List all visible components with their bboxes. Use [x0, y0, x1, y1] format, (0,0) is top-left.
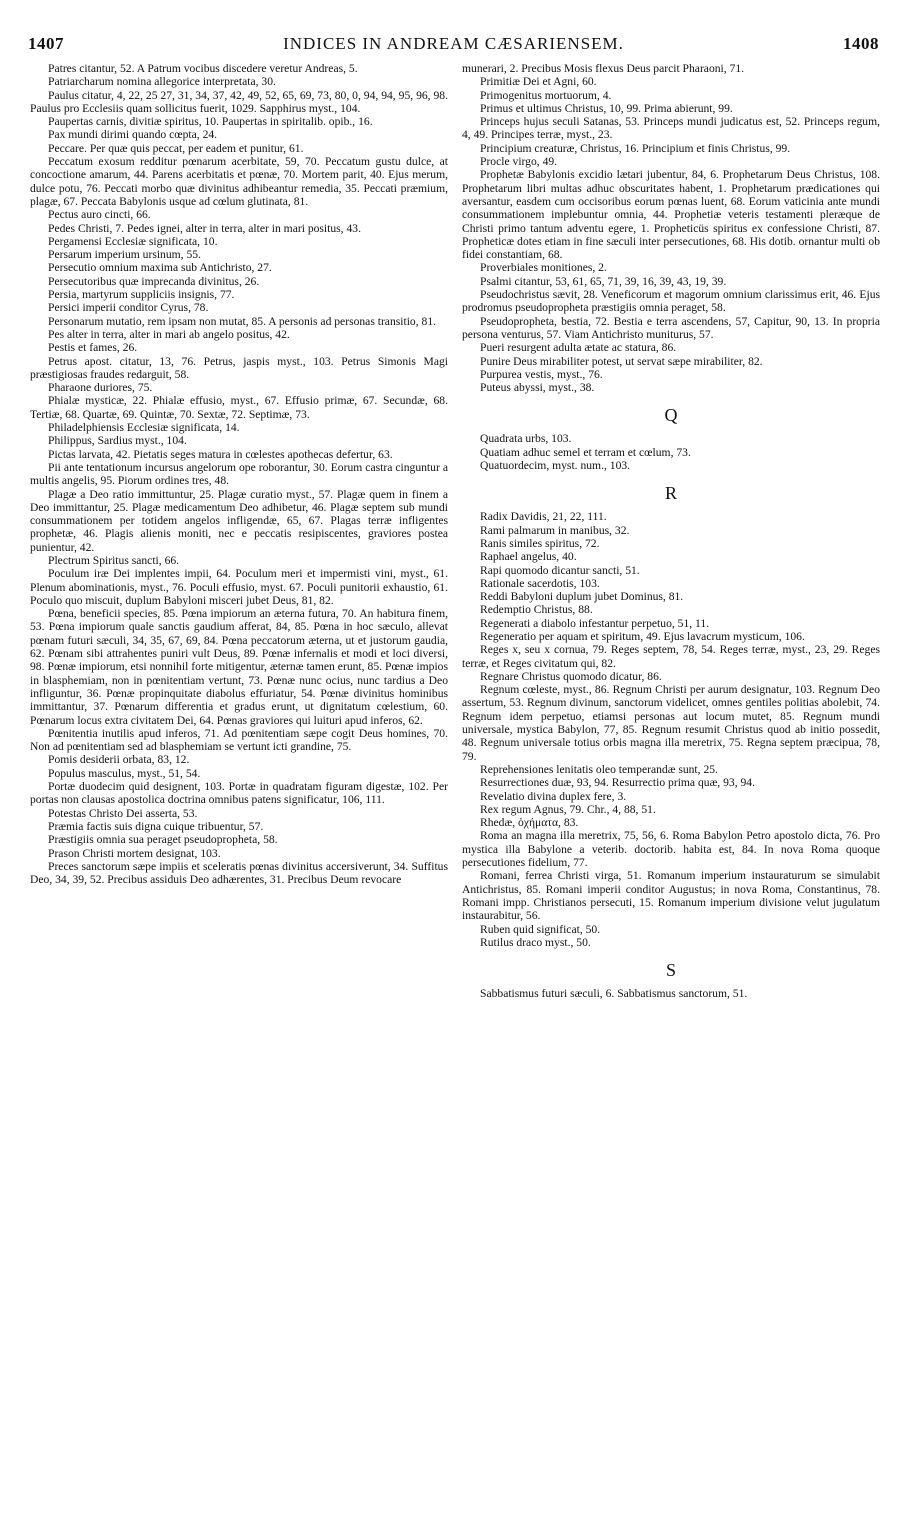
index-entry: Pseudochristus sævit, 28. Veneficorum et magorum omnium clarissimus erit, 46. Ejus prodromus pseudopropheta præstigiis omnia peraget, 58. — [462, 288, 880, 315]
index-entry: Potestas Christo Dei asserta, 53. — [48, 806, 198, 820]
index-entry: Plectrum Spiritus sancti, 66. — [48, 553, 180, 567]
index-entry: Rapi quomodo dicantur sancti, 51. — [480, 563, 640, 577]
index-entry: Patres citantur, 52. A Patrum vocibus discedere veretur Andreas, 5. — [48, 62, 358, 75]
index-entry: Pectus auro cincti, 66. — [48, 208, 151, 222]
index-entry: Petrus apost. citatur, 13, 76. Petrus, jaspis myst., 103. Petrus Simonis Magi præstigiosas fraudes redarguit, 58. — [30, 354, 448, 381]
index-entry: Radix Davidis, 21, 22, 111. — [480, 510, 607, 524]
index-entry: Psalmi citantur, 53, 61, 65, 71, 39, 16, 39, 43, 19, 39. — [480, 274, 727, 288]
index-entry: Philippus, Sardius myst., 104. — [48, 434, 187, 448]
index-entry: Populus masculus, myst., 51, 54. — [48, 766, 201, 780]
index-entry: Sabbatismus futuri sæculi, 6. Sabbatismus sanctorum, 51. — [480, 987, 748, 1001]
index-entry: munerari, 2. Precibus Mosis flexus Deus parcit Pharaoni, 71. — [462, 62, 745, 75]
index-entry: Pueri resurgent adulta ætate ac statura, 86. — [480, 341, 677, 355]
index-entry: Peccare. Per quæ quis peccat, per eadem et punitur, 61. — [48, 141, 304, 155]
right-column-entries — [462, 62, 880, 394]
left-page-number: 1407 — [28, 34, 64, 53]
section-letter-s: S — [665, 960, 676, 981]
index-entry: Portæ duodecim quid designent, 103. Portæ in quadratam figuram digestæ, 102. Per portas non clausas apostolica doctrina omnibus patens significatur, 106, 111. — [30, 780, 448, 807]
index-entry: Personarum mutatio, rem ipsam non mutat, 85. A personis ad personas transitio, 81. — [48, 314, 437, 328]
index-entry: Princeps hujus seculi Satanas, 53. Princeps mundi judicatus est, 52. Princeps regum, 4, 49. Principes terræ, myst., 23. — [462, 115, 880, 142]
index-entry: Pii ante tentationum incursus angelorum ope roborantur, 30. Eorum castra cinguntur a multis angelis, 95. Piorum ordines tres, 48. — [30, 460, 448, 488]
index-entry: Pestis et fames, 26. — [48, 341, 138, 355]
section-s-entries — [462, 987, 880, 1000]
index-entry: Patriarcharum nomina allegorice interpretata, 30. — [48, 75, 276, 89]
index-entry: Præmia factis suis digna cuique tribuentur, 57. — [48, 819, 264, 833]
index-entry: Regenerati a diabolo infestantur perpetuo, 51, 11. — [480, 616, 710, 630]
index-entry: Reddi Babyloni duplum jubet Dominus, 81. — [480, 590, 684, 604]
index-entry: Primitiæ Dei et Agni, 60. — [480, 75, 597, 89]
index-entry: Regnare Christus quomodo dicatur, 86. — [480, 669, 662, 683]
index-entry: Proverbiales monitiones, 2. — [480, 261, 607, 275]
index-entry: Romani, ferrea Christi virga, 51. Romanum imperium instauraturum se simulabit Antichristus, 85. Romani imperii conditor Augustus; in nova Roma, Constantinus, 78. Romani impp. Christianos persecuti, 15. Romanum imperium divisione velut jugulatum instaurabitur, 56. — [462, 869, 880, 923]
index-entry: Persarum imperium ursinum, 55. — [48, 248, 201, 262]
index-entry: Quadrata urbs, 103. — [480, 432, 572, 446]
index-entry: Raphael angelus, 40. — [480, 550, 577, 564]
index-entry: Paulus citatur, 4, 22, 25 27, 31, 34, 37, 42, 49, 52, 65, 69, 73, 80, 0, 94, 94, 95, 96, 98. Paulus pro Ecclesiis quam sollicitus fuerit, 1029. Sapphirus myst., 104. — [30, 88, 448, 115]
index-entry: Pœnitentia inutilis apud inferos, 71. Ad pœnitentiam sæpe cogit Deus homines, 70. Non ad pœnitentiam sed ad blasphemiam se vertunt icti grandine, 75. — [30, 726, 448, 754]
index-entry: Roma an magna illa meretrix, 75, 56, 6. Roma Babylon Petro apostolo dicta, 76. Pro mystica illa Babylone a veterib. doctorib. habita est, 84. In nova Roma quoque persecutiones fidelium, 77. — [462, 829, 880, 870]
index-entry: Resurrectiones duæ, 93, 94. Resurrectio prima quæ, 93, 94. — [480, 776, 755, 790]
index-entry: Purpurea vestis, myst., 76. — [480, 367, 603, 381]
index-entry: Quatuordecim, myst. num., 103. — [480, 459, 631, 473]
index-entry: Persici imperii conditor Cyrus, 78. — [48, 301, 209, 315]
index-entry: Punire Deus mirabiliter potest, ut servat sæpe mirabiliter, 82. — [480, 354, 763, 368]
index-entry: Pharaone duriores, 75. — [48, 381, 153, 395]
index-entry: Pes alter in terra, alter in mari ab angelo positus, 42. — [48, 327, 290, 341]
index-entry: Redemptio Christus, 88. — [480, 603, 593, 617]
right-page-number: 1408 — [843, 34, 879, 53]
index-entry: Persecutio omnium maxima sub Antichristo, 27. — [48, 261, 272, 275]
index-entry: Peccatum exosum redditur pœnarum acerbitate, 59, 70. Peccatum gustu dulce, at concoctione amarum, 44. Parens acerbitatis et pœnæ, 70. Mortem parit, 40. Ejus merum, dulce potu, 76. Peccati morbo quæ divinitus adhibeantur remedia, 35. Peccati præmium, plagæ, 67. Peccata Babylonis usque ad cœlum glutinata, 81. — [30, 155, 448, 208]
page-header — [28, 34, 879, 58]
index-entry: Philadelphiensis Ecclesiæ significata, 14. — [48, 421, 240, 435]
index-entry: Primogenitus mortuorum, 4. — [480, 88, 612, 102]
index-entry: Rami palmarum in manibus, 32. — [480, 523, 630, 537]
index-entry: Pseudopropheta, bestia, 72. Bestia e terra ascendens, 57, Capitur, 90, 13. In propria persona venturus, 57. Viam Antichristo muniturus, 57. — [462, 314, 880, 341]
index-entry: Pax mundi dirimi quando cœpta, 24. — [48, 128, 218, 142]
running-title: INDICES IN ANDREAM CÆSARIENSEM. — [283, 34, 624, 53]
section-letter-r: R — [664, 483, 677, 504]
index-entry: Plagæ a Deo ratio immittuntur, 25. Plagæ curatio myst., 57. Plagæ quem in finem a Deo immittantur, 25. Plagæ medicamentum Deo adhibetur, 46. Plagæ septem sub mundi consummationem per totidem angelos infligendæ, 65, 67. Plagas terræ infligentes prophetæ, 46. Plagis alienis moniti, nec e peccatis resipiscentes, graviores postea punientur, 42. — [30, 487, 448, 554]
section-q-entries — [462, 432, 880, 472]
index-entry: Quatiam adhuc semel et terram et cœlum, 73. — [480, 445, 691, 459]
index-entry: Pomis desiderii orbata, 83, 12. — [48, 753, 190, 767]
index-entry: Revelatio divina duplex fere, 3. — [480, 789, 627, 803]
index-entry: Persecutoribus quæ imprecanda divinitus, 26. — [48, 274, 260, 288]
index-entry: Rutilus draco myst., 50. — [480, 935, 591, 949]
index-entry: Phialæ mysticæ, 22. Phialæ effusio, myst., 67. Effusio primæ, 67. Secundæ, 68. Tertiæ, 68. Quartæ, 69. Quintæ, 70. Sextæ, 72. Septimæ, 73. — [30, 394, 448, 421]
index-entry: Procle virgo, 49. — [480, 155, 558, 169]
index-entry: Prophetæ Babylonis excidio lætari jubentur, 84, 6. Prophetarum Deus Christus, 108. Prophetarum libri multas adhuc obscuritates habent, 1. Prophetarum prædicationes qui aversantur, easdem cum occisoribus eorum pœnas luent, 68. Eorum vaticinia ante mundi consummationem implebuntur omnia, 44. Prophetiæ veteris testamenti pleræque de Christi primo tantum adventu egere, 1. Propheticüs spiritus ex confessione Christi, 87. Propheticæ dotes etiam in fine sæculi inter persecutiones, 68. His dotib. ornantur multi ob fidei constantiam, 68. — [462, 168, 880, 262]
section-r-entries — [462, 510, 880, 949]
index-entry: Persia, martyrum suppliciis insignis, 77. — [48, 288, 235, 302]
right-column — [462, 62, 880, 1524]
index-entry: Pergamensi Ecclesiæ significata, 10. — [48, 234, 218, 248]
index-entry: Regeneratio per aquam et spiritum, 49. Ejus lavacrum mysticum, 106. — [480, 629, 805, 643]
index-entry: Rationale sacerdotis, 103. — [480, 576, 600, 590]
index-entry: Reprehensiones lenitatis oleo temperandæ sunt, 25. — [480, 762, 718, 776]
left-column — [30, 62, 448, 1524]
index-entry: Pictas larvata, 42. Pietatis seges matura in cœlestes apothecas defertur, 63. — [48, 447, 393, 461]
index-entry: Poculum iræ Dei implentes impii, 64. Poculum meri et impermisti vini, myst., 61. Plenum abominationis, myst., 76. Poculi effusio, myst. 67. Poculi punitorii exhaustio, 61. Poculo quo miscuit, duplum Babyloni misceri jubet Deus, 81, 82. — [30, 567, 448, 607]
index-entry: Preces sanctorum sæpe impiis et sceleratis pœnas divinitus accersiverunt, 34. Suffitus Deo, 34, 39, 52. Precibus assiduis Deo adhærentes, 31. Precibus Deum revocare — [30, 859, 448, 887]
index-entry: Præstigiis omnia sua peraget pseudopropheta, 58. — [48, 833, 278, 847]
index-entry: Rhedæ, ὀχήματα, 83. — [480, 816, 579, 830]
section-letter-q: Q — [664, 405, 678, 426]
index-entry: Principium creaturæ, Christus, 16. Principium et finis Christus, 99. — [480, 141, 791, 155]
index-entry: Primus et ultimus Christus, 10, 99. Prima abierunt, 99. — [480, 101, 733, 115]
index-entry: Ranis similes spiritus, 72. — [480, 536, 600, 550]
index-entry: Rex regum Agnus, 79. Chr., 4, 88, 51. — [480, 802, 656, 816]
index-entry: Reges x, seu x cornua, 79. Reges septem, 78, 54. Reges terræ, myst., 23, 29. Reges terræ, et Reges civitatum qui, 82. — [462, 643, 880, 670]
index-entry: Puteus abyssi, myst., 38. — [480, 381, 595, 395]
index-entry: Paupertas carnis, divitiæ spiritus, 10. Paupertas in spiritalib. opib., 16. — [48, 115, 373, 129]
index-entry: Pedes Christi, 7. Pedes ignei, alter in terra, alter in mari positus, 43. — [48, 221, 361, 235]
index-entry: Prason Christi mortem designat, 103. — [48, 846, 221, 860]
index-entry: Ruben quid significat, 50. — [480, 922, 601, 936]
index-entry: Pœna, beneficii species, 85. Pœna impiorum an æterna futura, 70. An habitura finem, 53. Pœna impiorum quale sanctis gaudium afferat, 84, 85. Pœna in hoc sæculo, allevat pœnam futuri sæculi, 34, 35, 67, 69, 84. Pœna peccatorum æterna, ut et justorum gaudia, 62. Pœnam sibi attrahentes puniri vult Deus, 89. Pœnæ infernalis et modi et loci diversi, 98. Pœnæ impiorum, etsi nonnihil forte mitigentur, æternæ tamen erunt, 85. Pœnæ impios in blasphemiam, non in pœnitentiam vertunt, 73. Pœnæ nunc ocius, nunc tardius a Deo infliguntur, 36. Pœnæ propinquitate diabolus effuriatur, 54. Pœnæ divinitus hominibus immittantur, 37. Pœnarum differentia et gradus erunt, ut dignitatum cœlestium, 60. Pœnarum locus extra civitatem Dei, 64. Pœnas graviores qui luituri apud inferos, 62. — [30, 607, 448, 727]
index-entry: Regnum cœleste, myst., 86. Regnum Christi per aurum designatur, 103. Regnum Deo assertum, 53. Regnum divinum, sanctorum videlicet, omnes gentiles politias abolebit, 74. Regnum idem perpetuo, etiamsi personas aut locum mutet, 85. Regnum mundi universale, mystica Babylon, 77, 85. Regnum resumit Christus quod ab initio possedit, 48. Regnum universale totius orbis magna illa meretrix, 75. Regna septem præcipua, 78, 79. — [462, 683, 880, 763]
